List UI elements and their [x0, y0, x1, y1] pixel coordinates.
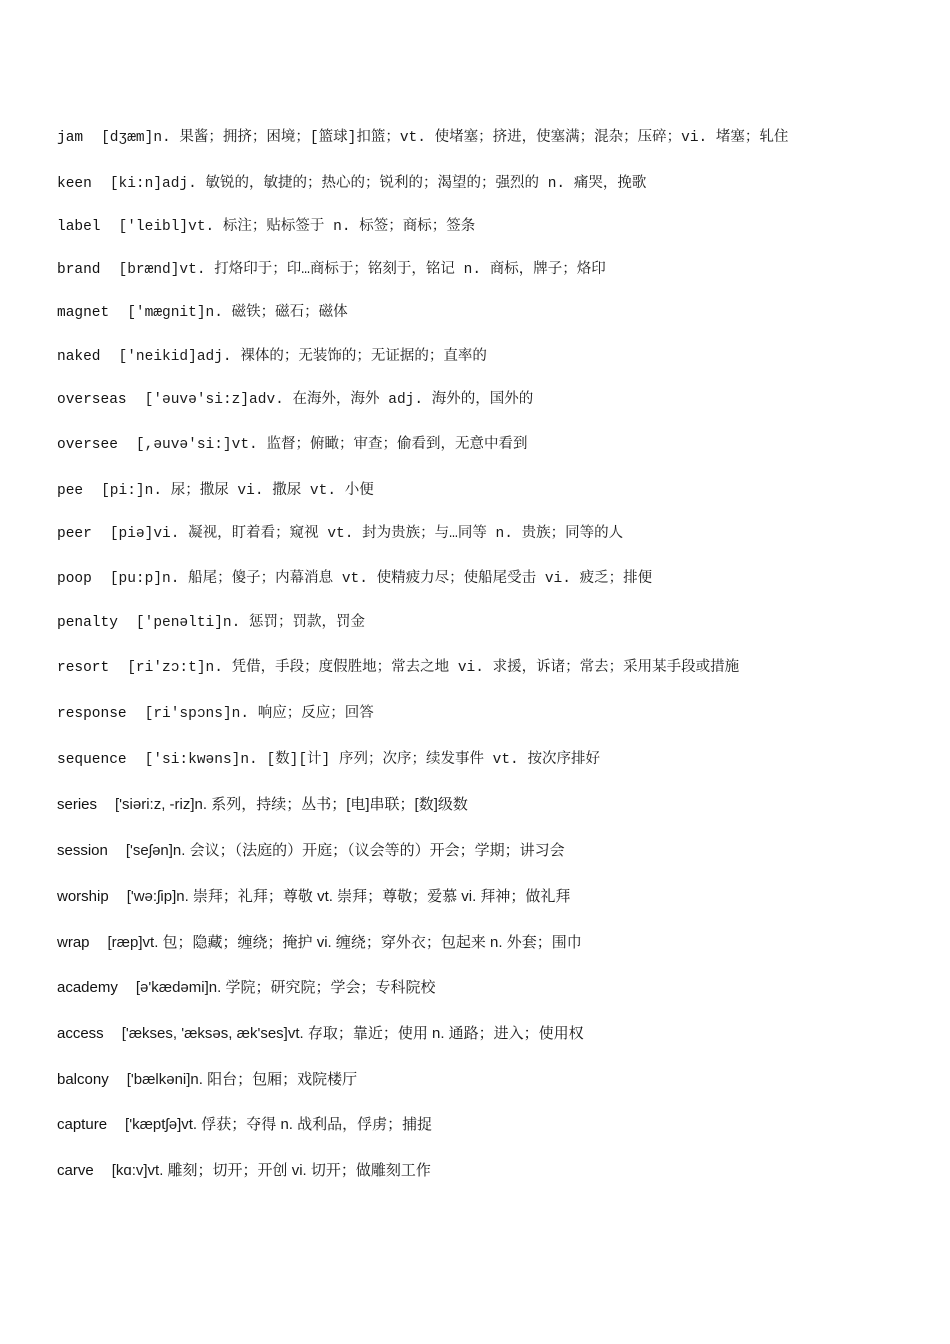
vocab-word: label: [57, 219, 101, 235]
vocab-word: sequence: [57, 752, 127, 768]
vocab-entry: [57, 748, 600, 771]
vocab-entry: [57, 1023, 584, 1045]
vocab-word: overseas: [57, 392, 127, 408]
vocab-word: brand: [57, 262, 101, 278]
vocab-word: carve: [57, 1162, 94, 1179]
vocab-entry: [57, 932, 582, 954]
vocab-definition: [pu:p]n. 船尾；傻子；内幕消息 vt. 使精疲力尽；使船尾受击 vi. 疲乏；排便: [109, 571, 653, 587]
vocab-definition: [,əuvə'si:]vt. 监督；俯瞰；审查；偷看到，无意中看到: [135, 437, 528, 453]
vocab-entry: [57, 522, 623, 545]
vocab-definition: [ri'spɔns]n. 响应；反应；回答: [144, 706, 374, 722]
vocab-definition: ['penəlti]n. 惩罚；罚款，罚金: [135, 615, 366, 631]
vocab-definition: ['leibl]vt. 标注；贴标签于 n. 标签；商标；签条: [118, 219, 476, 235]
vocab-definition: ['neikid]adj. 裸体的；无装饰的；无证据的；直率的: [118, 349, 487, 365]
vocab-word: jam: [57, 130, 84, 146]
vocab-entry: [57, 567, 652, 590]
vocab-word: naked: [57, 349, 101, 365]
vocab-definition: ['ækses, 'æksəs, æk'ses]vt. 存取；靠近；使用 n. 通路；进入；使用权: [121, 1025, 584, 1042]
vocab-definition: ['bælkəni]n. 阳台；包厢；戏院楼厅: [126, 1071, 358, 1088]
vocab-entry: [57, 794, 468, 816]
vocab-definition: [brænd]vt. 打烙印于；印…商标于；铭刻于，铭记 n. 商标，牌子；烙印: [118, 262, 606, 278]
vocab-entry: [57, 126, 788, 149]
vocab-word: access: [57, 1025, 104, 1042]
vocab-definition: ['mægnit]n. 磁铁；磁石；磁体: [127, 305, 348, 321]
vocab-definition: ['wə:ʃip]n. 崇拜；礼拜；尊敬 vt. 崇拜；尊敬；爱慕 vi. 拜神；做礼拜: [126, 888, 571, 905]
vocab-definition: ['si:kwəns]n. [数][计] 序列；次序；续发事件 vt. 按次序排好: [144, 752, 600, 768]
vocab-word: academy: [57, 979, 118, 996]
vocab-definition: [kɑ:v]vt. 雕刻；切开；开创 vi. 切开；做雕刻工作: [111, 1162, 431, 1179]
vocab-word: poop: [57, 571, 92, 587]
vocab-definition: ['siəri:z, -riz]n. 系列，持续；丛书；[电]串联；[数]级数: [115, 796, 468, 813]
vocab-entry: [57, 840, 565, 862]
vocab-word: pee: [57, 483, 84, 499]
vocab-definition: [ə'kædəmi]n. 学院；研究院；学会；专科院校: [135, 979, 436, 996]
vocab-word: penalty: [57, 615, 118, 631]
vocab-entry: [57, 1114, 432, 1136]
vocab-word: session: [57, 842, 108, 859]
vocab-entry: [57, 702, 374, 725]
vocab-entry: [57, 479, 374, 502]
vocab-word: magnet: [57, 305, 110, 321]
vocab-word: peer: [57, 526, 92, 542]
vocab-entry: [57, 215, 475, 238]
vocab-entry: [57, 656, 739, 679]
vocab-word: resort: [57, 660, 110, 676]
vocab-word: balcony: [57, 1071, 109, 1088]
vocab-entry: [57, 611, 365, 634]
vocab-definition: ['seʃən]n. 会议；（法庭的）开庭；（议会等的）开会；学期；讲习会: [125, 842, 565, 859]
vocab-definition: ['kæptʃə]vt. 俘获；夺得 n. 战利品，俘虏；捕捉: [125, 1116, 433, 1133]
vocab-word: capture: [57, 1116, 108, 1133]
vocab-word: worship: [57, 888, 109, 905]
vocab-word: series: [57, 796, 98, 813]
vocab-definition: ['əuvə'si:z]adv. 在海外，海外 adj. 海外的，国外的: [144, 392, 534, 408]
vocab-entry: [57, 172, 646, 195]
vocab-definition: [piə]vi. 凝视，盯着看；窥视 vt. 封为贵族；与…同等 n. 贵族；同等的人: [109, 526, 624, 542]
vocab-word: wrap: [57, 934, 90, 951]
vocab-definition: [ki:n]adj. 敏锐的，敏捷的；热心的；锐利的；渴望的；强烈的 n. 痛哭，挽歌: [109, 176, 647, 192]
vocab-word: keen: [57, 176, 92, 192]
vocab-entry: [57, 1160, 431, 1182]
vocab-entry: [57, 345, 487, 368]
vocab-definition: [ræp]vt. 包；隐藏；缠绕；掩护 vi. 缠绕；穿外衣；包起来 n. 外套；围巾: [107, 934, 582, 951]
vocab-word: response: [57, 706, 127, 722]
vocab-word: oversee: [57, 437, 118, 453]
vocab-entry: [57, 258, 606, 281]
vocab-entry: [57, 388, 533, 411]
vocab-entry: [57, 433, 527, 456]
vocab-entry: [57, 1069, 357, 1091]
vocab-entry: [57, 977, 435, 999]
vocab-definition: [pi:]n. 尿；撒尿 vi. 撒尿 vt. 小便: [101, 483, 374, 499]
vocab-definition: [ri'zɔ:t]n. 凭借，手段；度假胜地；常去之地 vi. 求援，诉诸；常去；采用某手段或措施: [127, 660, 740, 676]
vocab-entry: [57, 886, 570, 908]
vocab-entry: [57, 301, 348, 324]
vocab-definition: [dʒæm]n. 果酱；拥挤；困境；[篮球]扣篮；vt. 使堵塞；挤进，使塞满；混杂；压碎；vi. 堵塞；轧住: [101, 130, 789, 146]
